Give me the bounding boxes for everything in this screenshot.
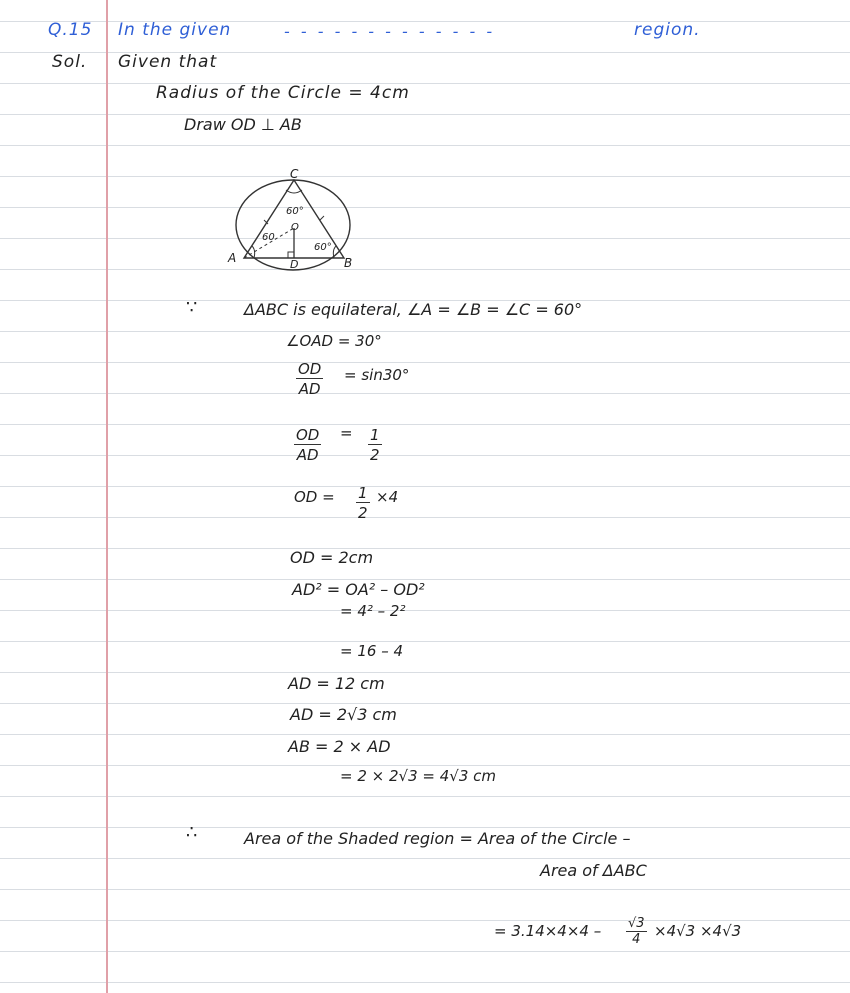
area-line1: Area of the Shaded region = Area of the Circle – (244, 829, 631, 848)
ab-line2: = 2 × 2√3 = 4√3 cm (340, 767, 497, 785)
given-text: Given that (118, 52, 218, 72)
final-rhs: ×4√3 ×4√3 (654, 922, 742, 940)
draw-text: Draw OD ⊥ AB (184, 115, 302, 134)
od-rhs: ×4 (376, 488, 399, 506)
final-lhs: = 3.14×4×4 – (494, 922, 602, 940)
label-d: D (290, 258, 299, 271)
area-line2: Area of ΔABC (540, 861, 647, 880)
question-start: In the given (118, 20, 232, 40)
ad-squared-line2: = 4² – 2² (340, 602, 406, 620)
question-number: Q.15 (48, 20, 93, 40)
ad-squared-line3: = 16 – 4 (340, 642, 404, 660)
question-end: region. (634, 20, 701, 40)
ad-line2: AD = 2√3 cm (290, 705, 397, 724)
angle-b-label: 60° (314, 242, 332, 253)
solution-label: Sol. (52, 52, 88, 72)
margin-line (106, 0, 108, 993)
since-symbol: ∵ (186, 297, 198, 318)
equals-sign: = (340, 424, 353, 442)
ab-line1: AB = 2 × AD (288, 737, 391, 756)
question-dashes: - - - - - - - - - - - - - (284, 22, 496, 41)
equilateral-text: ΔABC is equilateral, ∠A = ∠B = ∠C = 60° (244, 300, 583, 319)
fraction-od-ad-1: $\frac{OD}{AD}$ (298, 360, 322, 398)
ad-squared-line1: AD² = OA² – OD² (292, 580, 425, 599)
final-fraction: $\frac{√3}{4}$ (628, 916, 645, 947)
od-lhs: OD = (294, 488, 335, 506)
sin30-text: = sin30° (344, 366, 410, 384)
fraction-one-half: $\frac{1}{2}$ (370, 426, 380, 464)
angle-a-label: 60 (262, 232, 275, 243)
angle-c-label: 60° (286, 206, 304, 217)
fraction-od-ad-2: $\frac{OD}{AD}$ (296, 426, 320, 464)
therefore-symbol: ∴ (186, 822, 198, 843)
angle-oad-text: ∠OAD = 30° (286, 332, 382, 350)
fraction-one-half-2: $\frac{1}{2}$ (358, 484, 368, 522)
od-result: OD = 2cm (290, 548, 374, 567)
radius-text: Radius of the Circle = 4cm (156, 83, 410, 103)
circle-triangle-figure (220, 168, 360, 278)
label-c: C (290, 168, 299, 181)
label-b: B (344, 256, 353, 270)
ad-line1: AD = 12 cm (288, 674, 385, 693)
label-a: A (228, 251, 237, 265)
label-o: O (291, 222, 299, 233)
